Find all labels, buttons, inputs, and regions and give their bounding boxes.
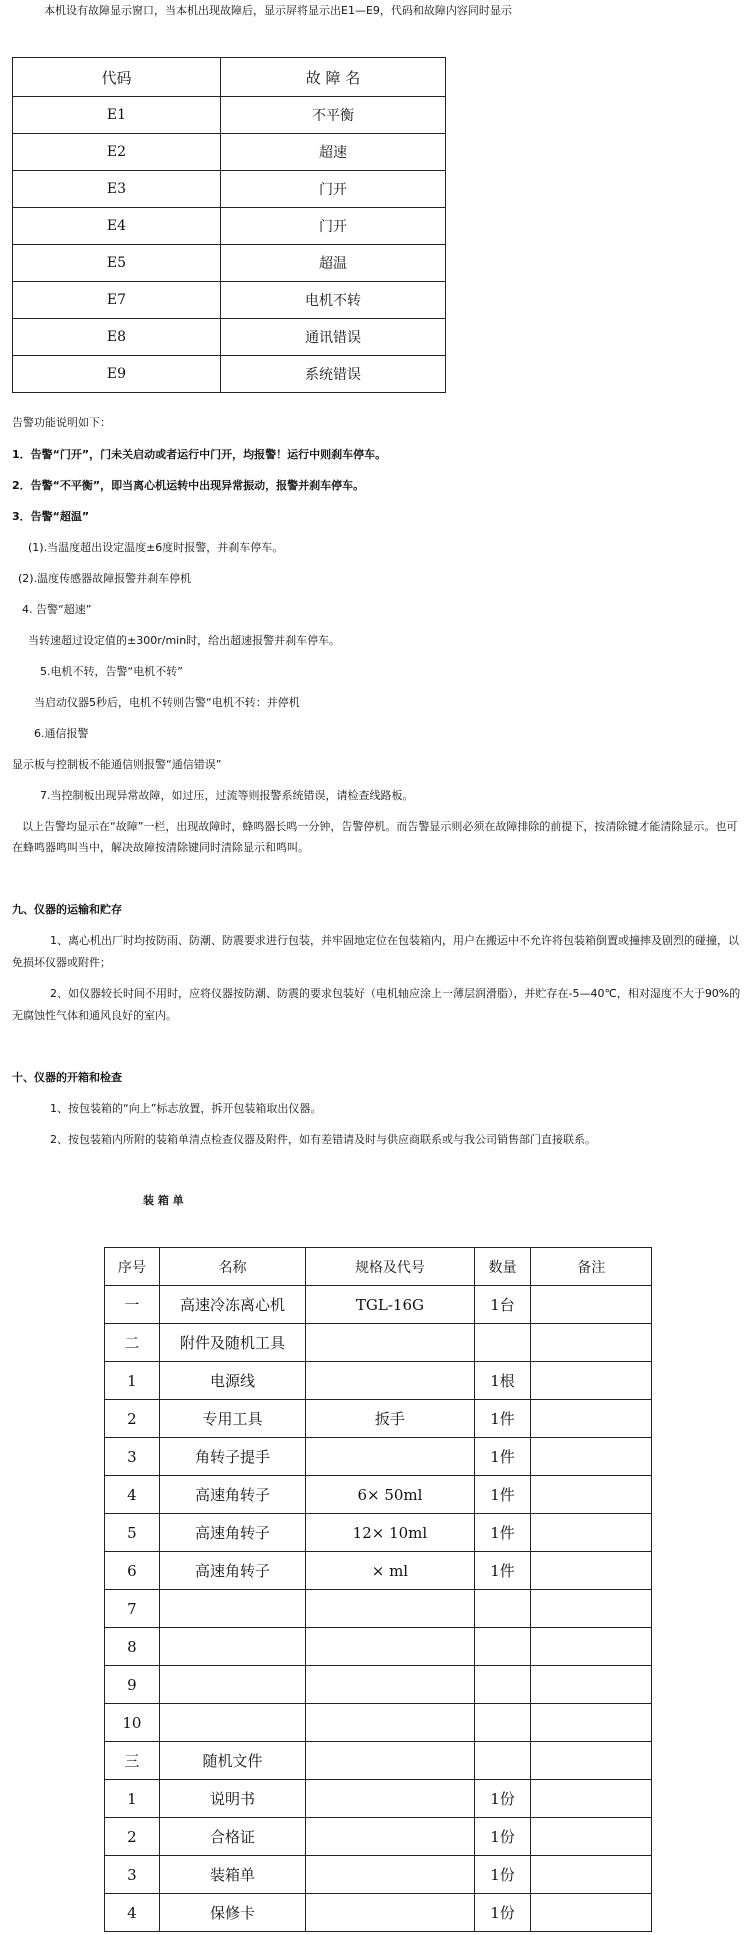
packing-note-cell [531,1590,652,1628]
packing-qty-cell: 1份 [474,1856,531,1894]
packing-list-title: 装 箱 单 [143,1194,184,1207]
packing-note-cell [531,1286,652,1324]
packing-table-row [105,1856,652,1894]
fault-code-cell: E9 [13,356,221,393]
packing-table-row [105,1362,652,1400]
packing-note-cell [531,1856,652,1894]
packing-qty-cell [474,1666,531,1704]
section-10-title: 十、仪器的开箱和检查 [12,1071,122,1084]
packing-table-row [105,1666,652,1704]
packing-spec-cell: × ml [306,1552,474,1590]
packing-note-cell [531,1438,652,1476]
packing-qty-cell [474,1590,531,1628]
fault-table-row [13,356,446,393]
section-9-item-2-line-1: 2、如仪器较长时间不用时，应将仪器按防潮、防震的要求包装好（电机轴应涂上一薄层润滑脂），并贮存在-5—40℃，相对湿度不大于90%的 [50,987,741,1000]
packing-name-cell [159,1590,305,1628]
packing-spec-cell: 12× 10ml [306,1514,474,1552]
packing-qty-cell: 1根 [474,1362,531,1400]
packing-note-cell [531,1894,652,1932]
alarm-item-3a: (1).当温度超出设定温度±6度时报警，并刹车停车。 [28,541,284,554]
packing-table-row [105,1514,652,1552]
packing-name-cell: 高速角转子 [159,1514,305,1552]
fault-name-cell: 不平衡 [221,97,446,134]
packing-note-cell [531,1362,652,1400]
alarm-item-1: 1．告警“门开”，门未关启动或者运行中门开，均报警！运行中则刹车停车。 [12,448,387,461]
fault-code-cell: E4 [13,208,221,245]
section-9-item-1-line-1: 1、离心机出厂时均按防雨、防潮、防震要求进行包装，并牢固地定位在包装箱内，用户在搬运中不允许将包装箱倒置或撞摔及剧烈的碰撞，以 [50,934,739,947]
packing-table-row [105,1628,652,1666]
packing-table-header [105,1248,652,1286]
packing-table-row [105,1780,652,1818]
fault-code-table [12,57,446,393]
packing-spec-cell: TGL-16G [306,1286,474,1324]
packing-qty-cell [474,1324,531,1362]
packing-note-cell [531,1552,652,1590]
alarm-item-4a: 当转速超过设定值的±300r/min时，给出超速报警并刹车停车。 [28,634,341,647]
packing-qty-cell: 1件 [474,1400,531,1438]
fault-table-header [13,58,446,97]
packing-spec-cell [306,1362,474,1400]
packing-spec-cell [306,1324,474,1362]
fault-code-cell: E2 [13,134,221,171]
fault-table-row [13,134,446,171]
packing-no-cell: 8 [105,1628,160,1666]
alarm-item-5: 5.电机不转，告警“电机不转” [40,665,183,678]
packing-no-cell: 6 [105,1552,160,1590]
packing-no-cell: 3 [105,1438,160,1476]
packing-qty-cell: 1件 [474,1476,531,1514]
fault-name-cell: 电机不转 [221,282,446,319]
packing-spec-cell [306,1628,474,1666]
alarm-item-6a: 显示板与控制板不能通信则报警“通信错误” [12,758,222,771]
fault-name-cell: 门开 [221,208,446,245]
section-9-title: 九、仪器的运输和贮存 [12,903,122,916]
fault-name-cell: 门开 [221,171,446,208]
packing-note-cell [531,1742,652,1780]
packing-name-cell [159,1628,305,1666]
packing-note-cell [531,1400,652,1438]
packing-no-cell: 1 [105,1362,160,1400]
packing-no-cell: 二 [105,1324,160,1362]
packing-note-cell [531,1818,652,1856]
fault-table-row [13,171,446,208]
packing-table-row [105,1894,652,1932]
fault-name-cell: 超速 [221,134,446,171]
packing-name-cell: 附件及随机工具 [159,1324,305,1362]
packing-table-row [105,1476,652,1514]
packing-qty-cell: 1件 [474,1514,531,1552]
alarm-note-line-1: 以上告警均显示在“故障”一栏，出现故障时，蜂鸣器长鸣一分钟，告警停机。而告警显示则必须在故障排除的前提下，按清除键才能清除显示。也可 [22,820,738,833]
packing-name-cell: 专用工具 [159,1400,305,1438]
packing-no-cell: 一 [105,1286,160,1324]
packing-note-cell [531,1476,652,1514]
section-10-item-1: 1、按包装箱的“向上”标志放置，拆开包装箱取出仪器。 [50,1102,322,1115]
packing-no-cell: 三 [105,1742,160,1780]
packing-no-cell: 9 [105,1666,160,1704]
packing-note-cell [531,1780,652,1818]
section-9-item-1-line-2: 免损坏仪器或附件； [12,956,111,969]
packing-note-cell [531,1666,652,1704]
intro-text: 本机设有故障显示窗口，当本机出现故障后，显示屏将显示出E1—E9，代码和故障内容同时显示 [44,4,512,17]
packing-spec-cell [306,1590,474,1628]
packing-spec-cell: 6× 50ml [306,1476,474,1514]
packing-table-row [105,1742,652,1780]
fault-header-name: 故 障 名 [221,58,446,97]
alarm-title: 告警功能说明如下： [12,416,111,429]
packing-no-cell: 1 [105,1780,160,1818]
section-9-item-2-line-2: 无腐蚀性气体和通风良好的室内。 [12,1009,177,1022]
packing-qty-cell: 1件 [474,1438,531,1476]
packing-spec-cell: 扳手 [306,1400,474,1438]
packing-name-cell [159,1704,305,1742]
packing-qty-cell: 1份 [474,1780,531,1818]
packing-list-table [104,1247,652,1932]
packing-spec-cell [306,1742,474,1780]
packing-qty-cell: 1份 [474,1894,531,1932]
alarm-item-6: 6.通信报警 [34,727,89,740]
packing-table-row [105,1400,652,1438]
packing-no-cell: 4 [105,1476,160,1514]
fault-code-cell: E5 [13,245,221,282]
packing-header-note: 备注 [531,1248,652,1286]
fault-table-row [13,282,446,319]
alarm-item-7: 7.当控制板出现异常故障，如过压，过流等则报警系统错误，请检查线路板。 [40,789,414,802]
packing-header-qty: 数量 [474,1248,531,1286]
packing-spec-cell [306,1780,474,1818]
packing-name-cell: 随机文件 [159,1742,305,1780]
packing-note-cell [531,1514,652,1552]
packing-spec-cell [306,1856,474,1894]
fault-code-cell: E8 [13,319,221,356]
packing-header-spec: 规格及代号 [306,1248,474,1286]
packing-no-cell: 3 [105,1856,160,1894]
packing-table-row [105,1704,652,1742]
packing-name-cell [159,1666,305,1704]
packing-name-cell: 保修卡 [159,1894,305,1932]
packing-note-cell [531,1704,652,1742]
alarm-item-3b: (2).温度传感器故障报警并刹车停机 [18,572,192,585]
packing-no-cell: 4 [105,1894,160,1932]
packing-table-row [105,1324,652,1362]
packing-name-cell: 高速角转子 [159,1552,305,1590]
packing-spec-cell [306,1894,474,1932]
section-10-item-2: 2、按包装箱内所附的装箱单清点检查仪器及附件，如有差错请及时与供应商联系或与我公司销售部门直接联系。 [50,1133,596,1146]
packing-spec-cell [306,1704,474,1742]
packing-no-cell: 2 [105,1818,160,1856]
packing-spec-cell [306,1818,474,1856]
alarm-note-line-2: 在蜂鸣器鸣叫当中，解决故障按清除键同时清除显示和鸣叫。 [12,841,309,854]
packing-table-row [105,1818,652,1856]
alarm-item-3: 3．告警“超温” [12,510,90,523]
packing-header-no: 序号 [105,1248,160,1286]
packing-table-row [105,1286,652,1324]
fault-name-cell: 通讯错误 [221,319,446,356]
fault-code-cell: E3 [13,171,221,208]
packing-table-row [105,1552,652,1590]
fault-header-code: 代码 [13,58,221,97]
fault-table-row [13,208,446,245]
fault-name-cell: 超温 [221,245,446,282]
packing-no-cell: 7 [105,1590,160,1628]
packing-name-cell: 角转子提手 [159,1438,305,1476]
fault-table-row [13,97,446,134]
packing-spec-cell [306,1438,474,1476]
fault-code-cell: E1 [13,97,221,134]
packing-header-name: 名称 [159,1248,305,1286]
packing-name-cell: 高速角转子 [159,1476,305,1514]
packing-qty-cell [474,1628,531,1666]
packing-qty-cell [474,1704,531,1742]
packing-note-cell [531,1324,652,1362]
packing-no-cell: 5 [105,1514,160,1552]
packing-spec-cell [306,1666,474,1704]
fault-table-row [13,245,446,282]
packing-name-cell: 电源线 [159,1362,305,1400]
packing-qty-cell: 1件 [474,1552,531,1590]
alarm-item-5a: 当启动仪器5秒后，电机不转则告警“电机不转：并停机 [34,696,300,709]
packing-qty-cell [474,1742,531,1780]
packing-no-cell: 10 [105,1704,160,1742]
packing-name-cell: 高速冷冻离心机 [159,1286,305,1324]
packing-qty-cell: 1台 [474,1286,531,1324]
packing-note-cell [531,1628,652,1666]
fault-code-cell: E7 [13,282,221,319]
packing-name-cell: 装箱单 [159,1856,305,1894]
packing-name-cell: 说明书 [159,1780,305,1818]
fault-name-cell: 系统错误 [221,356,446,393]
fault-table-row [13,319,446,356]
packing-name-cell: 合格证 [159,1818,305,1856]
packing-table-row [105,1590,652,1628]
packing-table-row [105,1438,652,1476]
packing-no-cell: 2 [105,1400,160,1438]
alarm-item-4: 4. 告警“超速” [22,603,92,616]
packing-qty-cell: 1份 [474,1818,531,1856]
alarm-item-2: 2．告警“不平衡”，即当离心机运转中出现异常振动，报警并刹车停车。 [12,479,365,492]
